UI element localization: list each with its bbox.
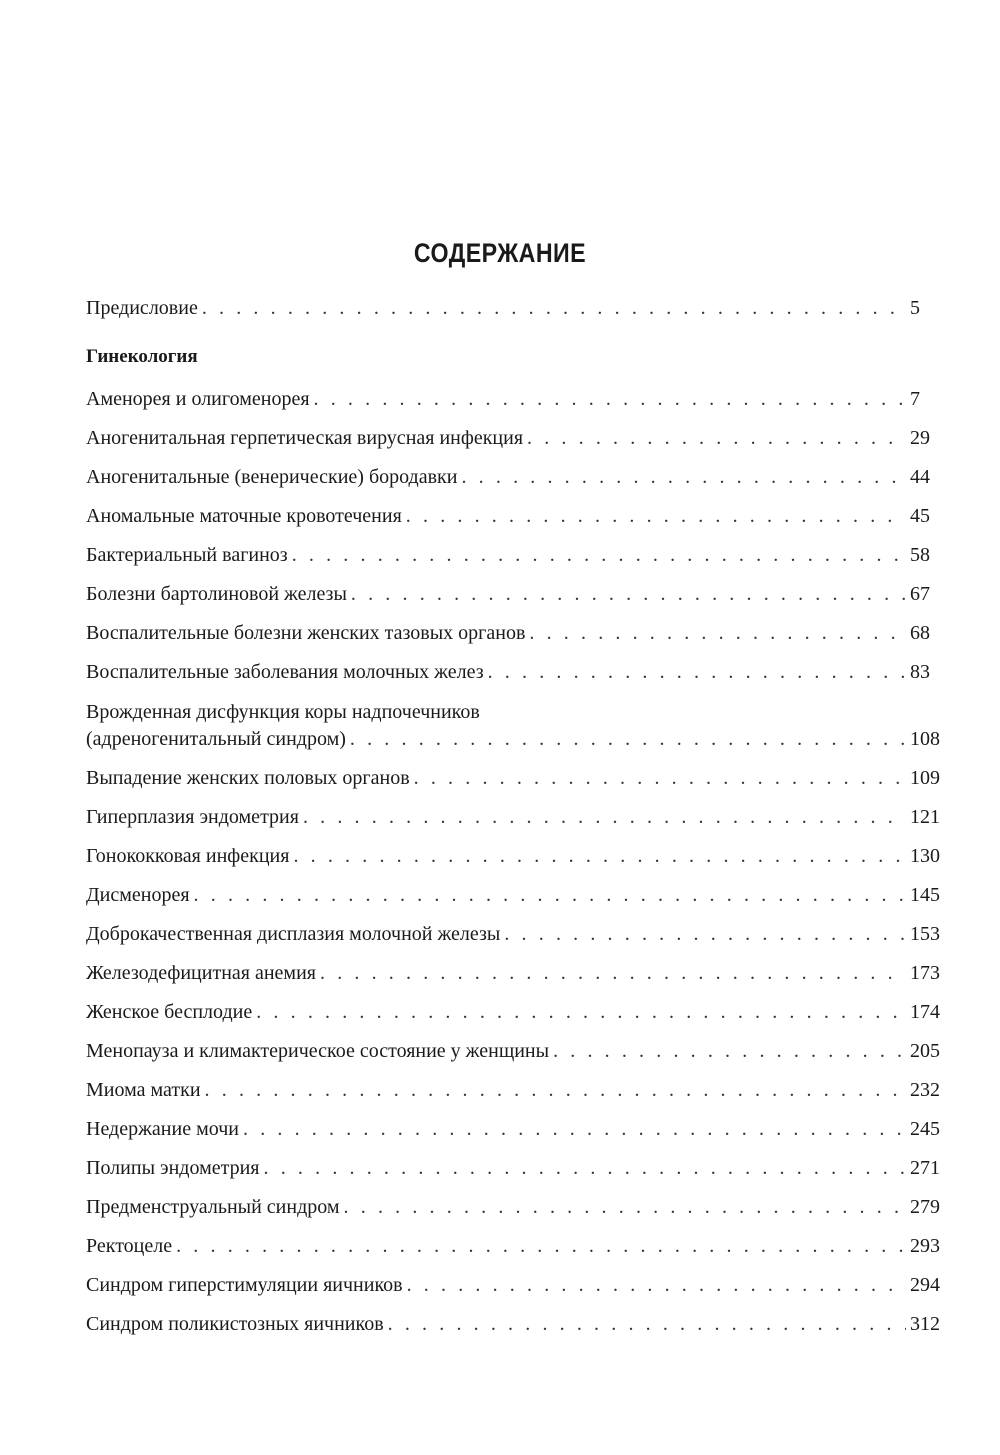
toc-entry-label: Женское бесплодие (86, 1001, 253, 1023)
toc-entry-label: Ректоцеле (86, 1235, 173, 1257)
dot-leader (176, 1232, 906, 1260)
toc-entry-page: 45 (910, 505, 930, 527)
dot-leader (303, 803, 906, 831)
dot-leader (256, 998, 906, 1026)
toc-entry[interactable] (86, 463, 930, 491)
toc-entry-page: 293 (910, 1235, 940, 1257)
toc-entry-label: Синдром поликистозных яичников (86, 1313, 384, 1335)
toc-entry-label: Дисменорея (86, 884, 190, 906)
toc-entry-label: Аменорея и олигоменорея (86, 388, 310, 410)
toc-entry[interactable] (86, 998, 940, 1026)
toc-entry-label: (адреногенитальный синдром) (86, 728, 346, 750)
toc-entry-label: Болезни бартолиновой железы (86, 583, 347, 605)
toc-entry[interactable] (86, 424, 930, 452)
toc-entry-page: 5 (910, 297, 920, 319)
toc-entry[interactable] (86, 959, 940, 987)
dot-leader (264, 1154, 906, 1182)
toc-entry[interactable] (86, 502, 930, 530)
toc-entry-label: Воспалительные болезни женских тазовых органов (86, 622, 526, 644)
table-of-contents (86, 0, 940, 1455)
toc-entry-page: 174 (910, 1001, 940, 1023)
toc-entry[interactable] (86, 725, 940, 753)
toc-entry-label: Бактериальный вагиноз (86, 544, 288, 566)
toc-entry-label: Гонококковая инфекция (86, 845, 290, 867)
toc-entry-label: Полипы эндометрия (86, 1157, 260, 1179)
toc-entry-preface[interactable] (86, 294, 920, 322)
dot-leader (350, 725, 906, 753)
toc-entry-label: Аногенитальная герпетическая вирусная инфекция (86, 427, 524, 449)
dot-leader (388, 1310, 906, 1338)
toc-entry-page: 83 (910, 661, 930, 683)
toc-entry-page: 245 (910, 1118, 940, 1140)
toc-entry[interactable] (86, 658, 930, 686)
toc-entry[interactable] (86, 803, 940, 831)
dot-leader (461, 463, 906, 491)
toc-entry-page: 173 (910, 962, 940, 984)
toc-entry-label: Аногенитальные (венерические) бородавки (86, 466, 458, 488)
toc-entry[interactable] (86, 1037, 940, 1065)
dot-leader (293, 842, 906, 870)
toc-entry[interactable] (86, 1232, 940, 1260)
toc-entry-page: 7 (910, 388, 920, 410)
toc-entry-label: Предисловие (86, 297, 198, 319)
toc-entry-label: Миома матки (86, 1079, 201, 1101)
toc-entry[interactable] (86, 920, 940, 948)
dot-leader (202, 294, 906, 322)
toc-entry-label: Гиперплазия эндометрия (86, 806, 299, 828)
section-heading: Гинекология (86, 346, 198, 367)
dot-leader (414, 764, 906, 792)
toc-entry-label: Воспалительные заболевания молочных желез (86, 661, 484, 683)
toc-entry-page: 108 (910, 728, 940, 750)
toc-entry-page: 67 (910, 583, 930, 605)
toc-entry[interactable] (86, 764, 940, 792)
toc-entry-page: 121 (910, 806, 940, 828)
toc-entry-page: 130 (910, 845, 940, 867)
toc-entry-label-line1[interactable]: Врожденная дисфункция коры надпочечников (86, 701, 480, 723)
toc-entry[interactable] (86, 1154, 940, 1182)
dot-leader (243, 1115, 906, 1143)
dot-leader (406, 502, 906, 530)
toc-entry-page: 232 (910, 1079, 940, 1101)
toc-entry-page: 279 (910, 1196, 940, 1218)
toc-entry[interactable] (86, 1193, 940, 1221)
toc-entry-page: 271 (910, 1157, 940, 1179)
toc-entry[interactable] (86, 619, 930, 647)
dot-leader (320, 959, 906, 987)
dot-leader (292, 541, 906, 569)
toc-entry-page: 29 (910, 427, 930, 449)
toc-entry-page: 109 (910, 767, 940, 789)
toc-entry-page: 153 (910, 923, 940, 945)
dot-leader (194, 881, 906, 909)
toc-entry-label: Железодефицитная анемия (86, 962, 316, 984)
dot-leader (407, 1271, 906, 1299)
toc-entry-page: 294 (910, 1274, 940, 1296)
toc-entry-page: 44 (910, 466, 930, 488)
toc-entry-label: Выпадение женских половых органов (86, 767, 410, 789)
toc-entry-page: 312 (910, 1313, 940, 1335)
page-title: СОДЕРЖАНИЕ (413, 238, 587, 268)
toc-entry[interactable] (86, 541, 930, 569)
toc-entry[interactable] (86, 385, 920, 413)
toc-entry-page: 58 (910, 544, 930, 566)
dot-leader (553, 1037, 906, 1065)
toc-entry[interactable] (86, 1310, 940, 1338)
toc-entry[interactable] (86, 1271, 940, 1299)
toc-entry-label: Аномальные маточные кровотечения (86, 505, 402, 527)
dot-leader (344, 1193, 906, 1221)
dot-leader (529, 619, 906, 647)
toc-entry[interactable] (86, 580, 930, 608)
toc-entry-page: 205 (910, 1040, 940, 1062)
toc-entry[interactable] (86, 1076, 940, 1104)
dot-leader (488, 658, 906, 686)
toc-entry-label: Предменструальный синдром (86, 1196, 340, 1218)
toc-entry-label: Доброкачественная дисплазия молочной железы (86, 923, 501, 945)
toc-entry-label: Недержание мочи (86, 1118, 239, 1140)
toc-entry-label: Синдром гиперстимуляции яичников (86, 1274, 403, 1296)
toc-entry[interactable] (86, 1115, 940, 1143)
toc-entry-page: 68 (910, 622, 930, 644)
dot-leader (504, 920, 906, 948)
toc-entry[interactable] (86, 881, 940, 909)
toc-entry-page: 145 (910, 884, 940, 906)
dot-leader (527, 424, 906, 452)
toc-entry[interactable] (86, 842, 940, 870)
dot-leader (314, 385, 906, 413)
dot-leader (351, 580, 906, 608)
dot-leader (205, 1076, 906, 1104)
toc-entry-label: Менопауза и климактерическое состояние у женщины (86, 1040, 550, 1062)
